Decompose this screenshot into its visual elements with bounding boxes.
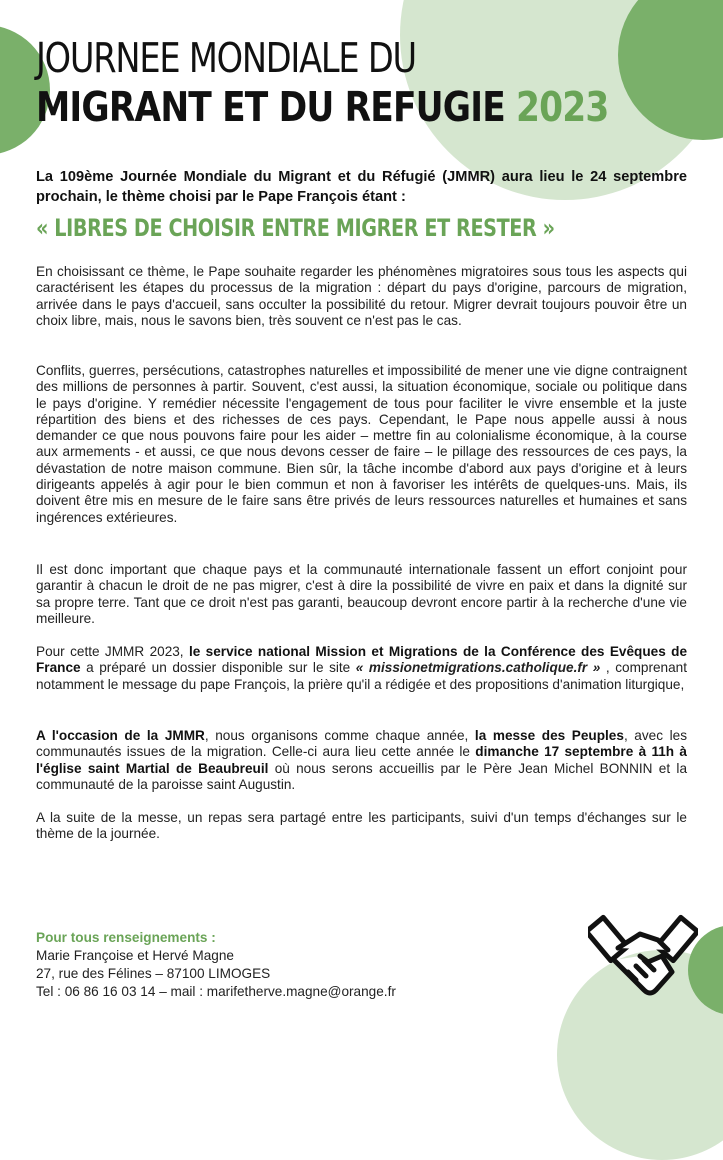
paragraph-meal: A la suite de la messe, un repas sera partagé entre les participants, suivi d'un temps d'échanges sur le thème de la journée. [36,810,687,842]
theme-slogan: « LIBRES DE CHOISIR ENTRE MIGRER ET RESTER » [36,214,555,242]
website-link[interactable]: « missionetmigrations.catholique.fr » [355,660,601,676]
contact-address: 27, rue des Félines – 87100 LIMOGES [36,966,271,981]
paragraph-mass [36,728,687,793]
p4-text-e: , comprenant notamment le message du pape François, la prière qu'il a rédigée et des propositions d'animation liturgique, [36,660,688,692]
p5-text-b: , nous organisons comme chaque année, [204,728,475,743]
paragraph-causes: Conflits, guerres, persécutions, catastrophes naturelles et impossibilité de mener une vie digne contraignent des millions de personnes à partir. Souvent, c'est aussi, la situation économique, sociale ou politique dans le pays d'origine. Y remédier nécessite l'engagement de tous pour faciliter le vivre ensemble et la juste répartition des biens et des richesses de ces pays. Cependant, le Pape nous appelle aussi à nous demander ce que nous pouvons faire pour les aider – mettre fin au colonialisme économique, à la course aux armements - et aussi, ce que nous devons cesser de faire – le pillage des ressources de ces pays, la dévastation de notre maison commune. Bien sûr, la tâche incombe d'abord aux pays d'origine et à leurs dirigeants appelés à agir pour le bien commun et non à favoriser les intérêts de quelques-uns. Mais, ils doivent être mis en mesure de le faire sans être privés de leurs ressources naturelles et humaines et sans ingérences extérieures. [36,363,687,525]
p5-date-place: dimanche 17 septembre à 11h à l'église saint Martial de Beaubreuil [36,744,687,776]
paragraph-theme: En choisissant ce thème, le Pape souhaite regarder les phénomènes migratoires sous tous les aspects qui caractérisent les étapes du processus de la migration : départ du pays d'origine, parcours de migration, arrivée dans le pays d'accueil, sans occulter la possibilité du retour. Migrer devrait toujours pouvoir être un choix libre, mais, nous le savons bien, très souvent ce n'est pas le cas. [36,264,687,328]
p5-text-d: , avec les communautés issues de la migration. Celle-ci aura lieu cette année le [36,728,687,760]
paragraph-right-to-stay: Il est donc important que chaque pays et la communauté internationale fassent un effort conjoint pour garantir à chacun le droit de ne pas migrer, c'est à dire la possibilité de vivre en paix et dans la dignité sur sa propre terre. Tant que ce droit n'est pas garanti, beaucoup devront encore partir à la recherche d'une vie meilleure. [36,562,687,626]
title-line-1: JOURNEE MONDIALE DU [36,34,416,82]
title-year: 2023 [516,83,609,131]
p5-occasion: A l'occasion de la JMMR [36,728,205,743]
contact-heading: Pour tous renseignements : [36,930,216,945]
p4-text-a: Pour cette JMMR 2023, [36,644,189,659]
p4-service-name: le service national Mission et Migrations de la Conférence des Evêques de France [36,644,688,676]
p5-mass-name: la messe des Peuples [474,728,624,743]
page-title [36,34,718,131]
title-line-2 [36,83,609,131]
paragraph-dossier [36,644,687,693]
contact-names: Marie Françoise et Hervé Magne [36,948,234,963]
contact-block [36,929,536,1001]
handshake-icon [588,906,698,1016]
p4-text-c: a préparé un dossier disponible sur le site [80,660,356,676]
title-line-2-text: MIGRANT ET DU REFUGIE [36,83,505,131]
p5-text-f: où nous serons accueillis par le Père Jean Michel BONNIN et la communauté de la paroisse saint Augustin. [36,760,688,792]
intro-text: La 109ème Journée Mondiale du Migrant et du Réfugié (JMMR) aura lieu le 24 septembre prochain, le thème choisi par le Pape François étant : [36,169,687,205]
contact-phone-mail: Tel : 06 86 16 03 14 – mail : marifetherve.magne@orange.fr [36,984,396,999]
